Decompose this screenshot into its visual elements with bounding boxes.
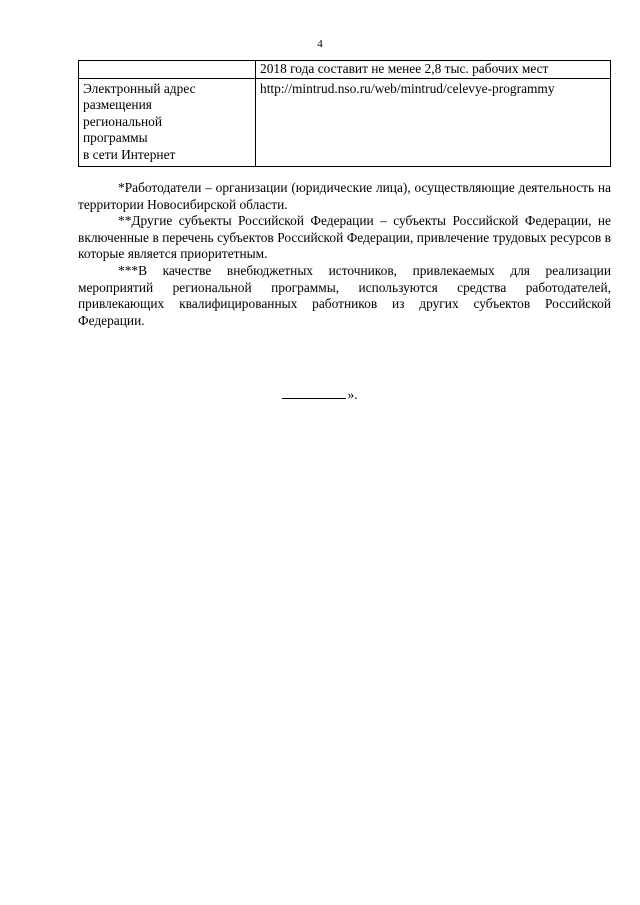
closing-quote: ».	[347, 387, 358, 402]
address-label-line: Электронный адрес	[83, 80, 196, 96]
table-row	[79, 78, 611, 166]
address-label-line: программы	[83, 130, 148, 146]
address-label-line: размещения	[83, 97, 152, 113]
closing-mark	[0, 386, 640, 403]
footnote-extrabudgetary-sources: ***В качестве внебюджетных источников, привлекаемых для реализации мероприятий региональной программы, используются средства работодателей, привлекающих квалифицированных работников из других субъектов Российской Федерации.	[78, 262, 611, 328]
table-row	[79, 61, 611, 79]
footnotes	[78, 180, 611, 329]
address-label-line: в сети Интернет	[83, 146, 176, 162]
footnote-other-subjects: **Другие субъекты Российской Федерации – субъекты Российской Федерации, не включенные в перечень субъектов Российской Федерации, привлечение трудовых ресурсов в которые является приоритетным.	[78, 213, 611, 262]
address-label-line: региональной	[83, 113, 163, 129]
footnote-employers: *Работодатели – организации (юридические лица), осуществляющие деятельность на территории Новосибирской области.	[78, 180, 611, 212]
table-cell-address-url: http://mintrud.nso.ru/web/mintrud/celevye-programmy	[256, 78, 611, 166]
table-cell-address-label	[79, 78, 256, 166]
table-cell-jobs-target: 2018 года составит не менее 2,8 тыс. рабочих мест	[256, 61, 611, 79]
page-number: 4	[317, 38, 323, 50]
signature-line	[282, 386, 346, 399]
program-passport-table	[78, 60, 611, 167]
table-cell-empty	[79, 61, 256, 79]
